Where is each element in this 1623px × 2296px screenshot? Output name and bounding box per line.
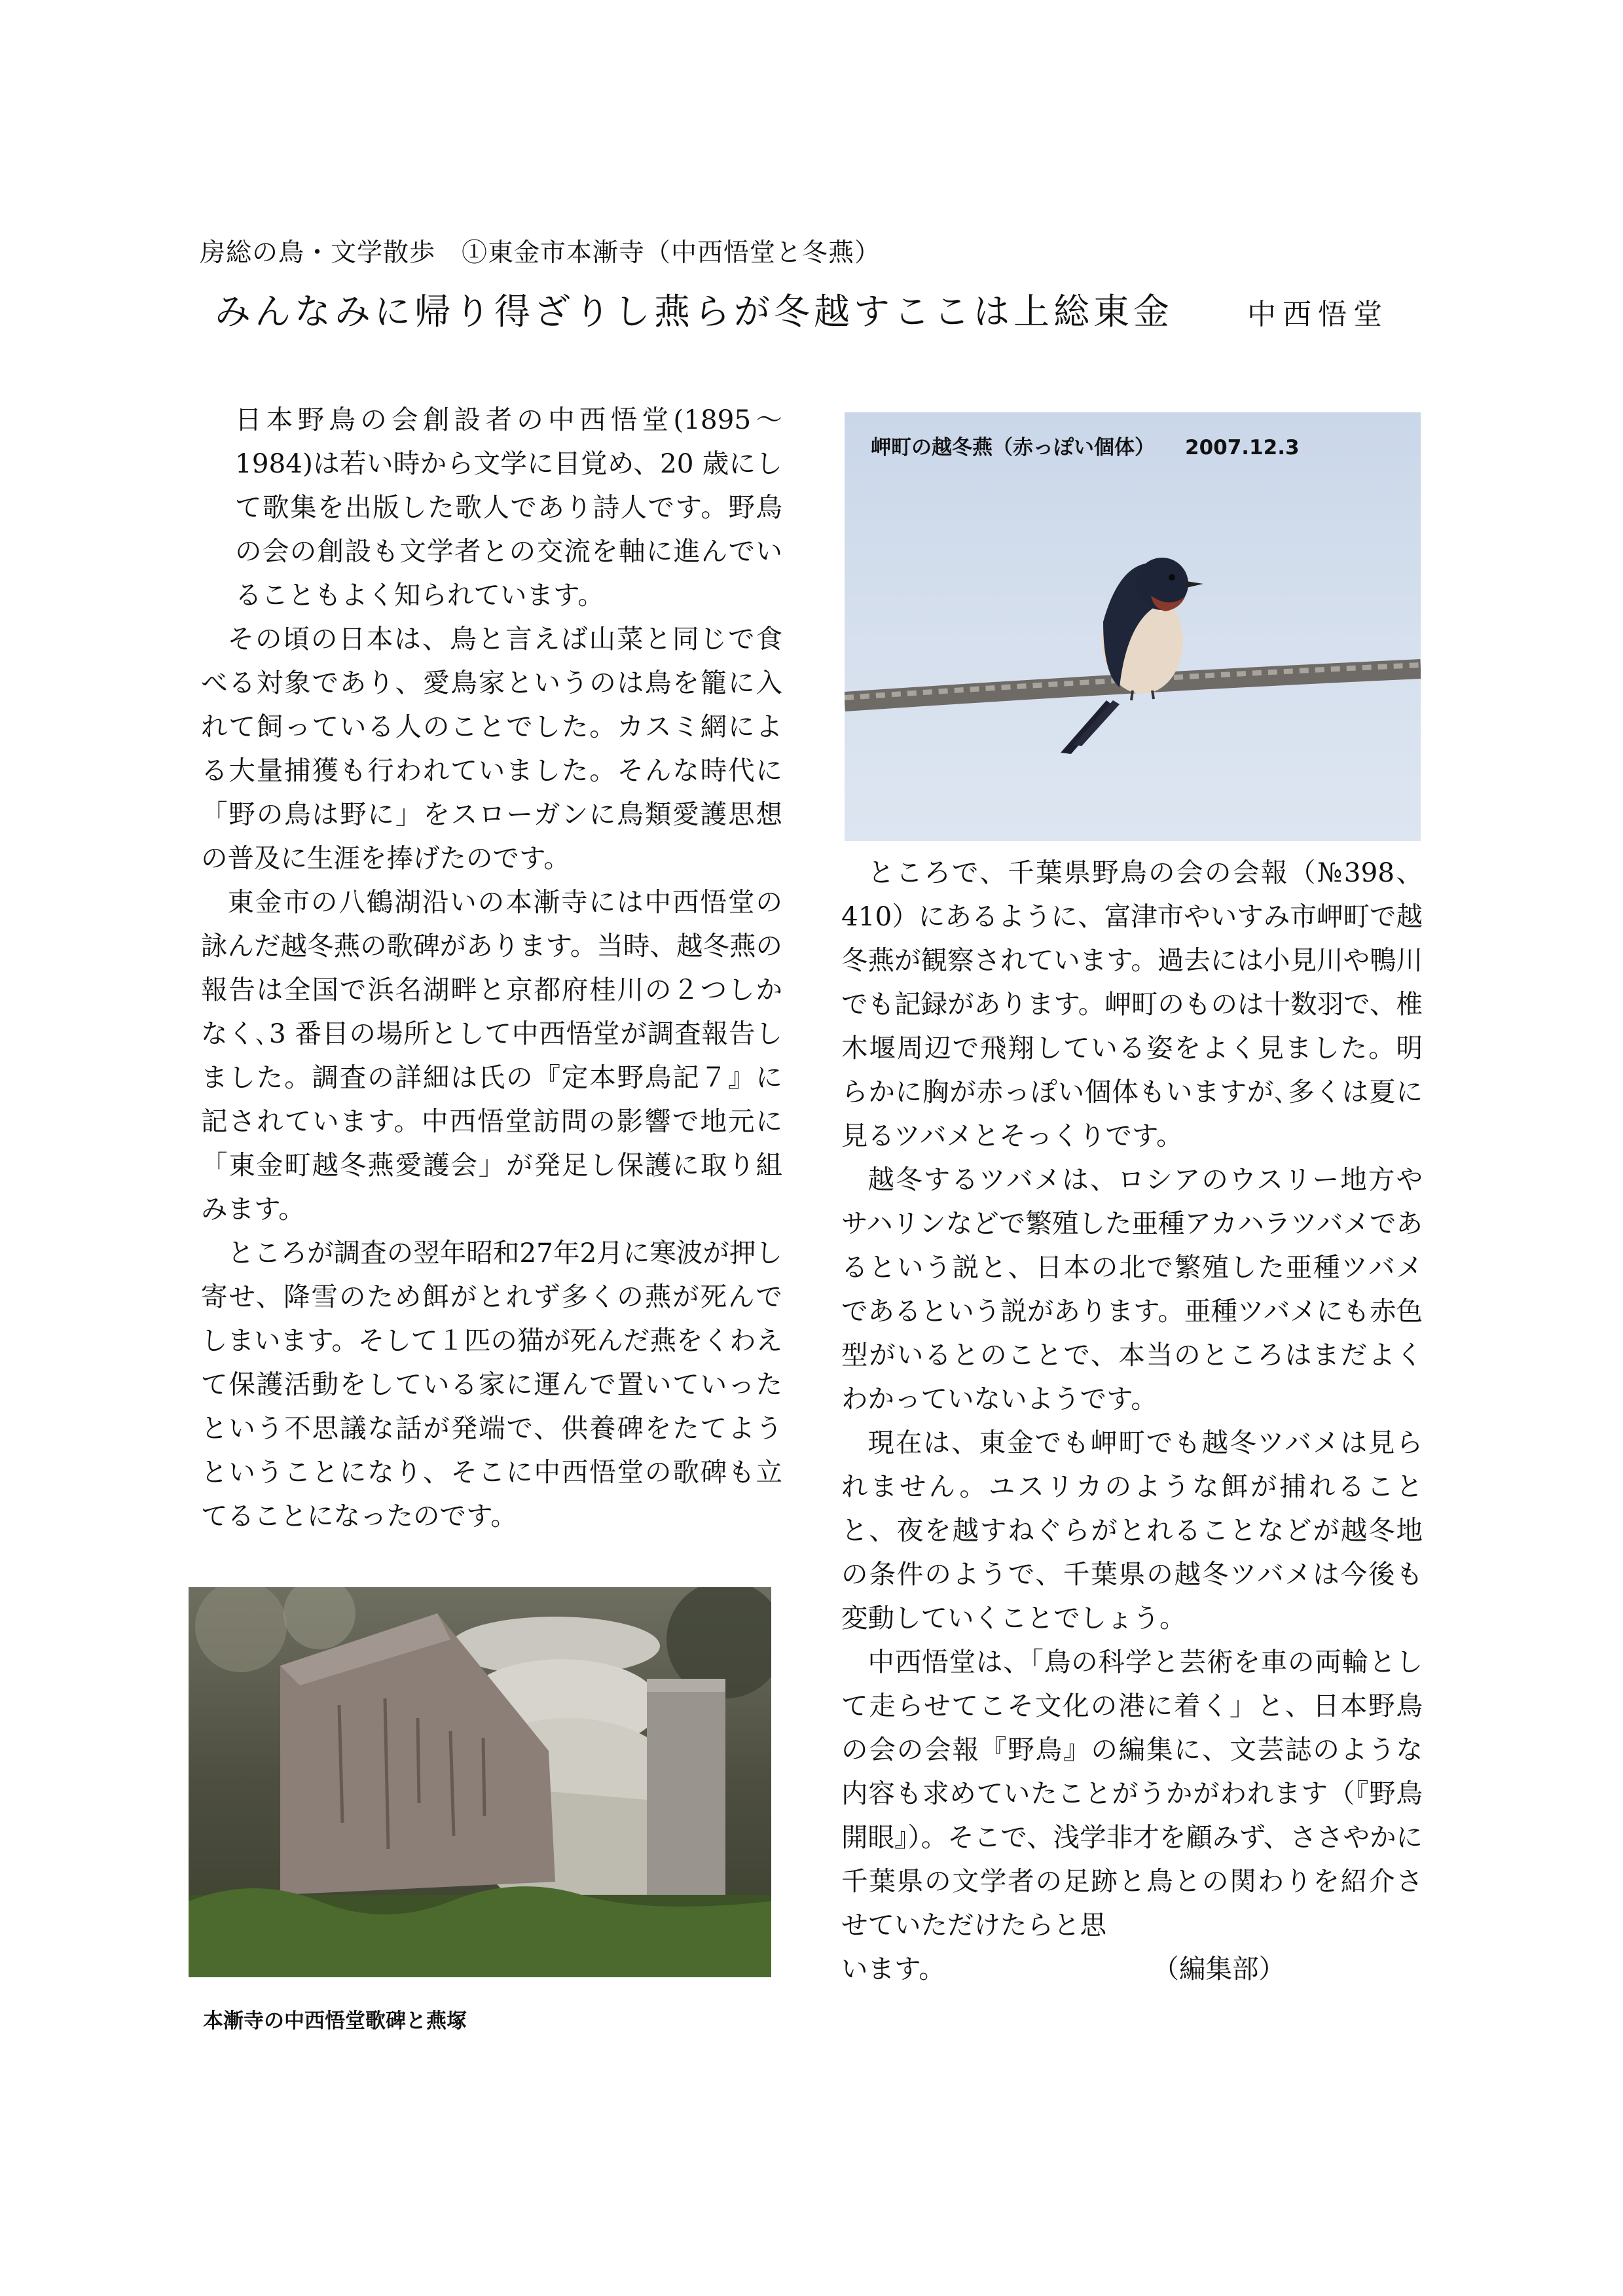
swallow-illustration bbox=[845, 412, 1421, 841]
poem-author: 中西悟堂 bbox=[1247, 298, 1389, 331]
paragraph: ところで、千葉県野鳥の会の会報（№398、410）にあるように、富津市やいすみ市岬町で越冬燕が観察されています。過去には小見川や鴨川でも記録があります。岬町のものは十数羽で、椎木堰周辺で飛翔している姿をよく見ました。明らかに胸が赤っぽい個体もいますが､多くは夏に見るツバメとそっくりです。 bbox=[841, 857, 1423, 1151]
right-text-column bbox=[841, 851, 1423, 1991]
paragraph: その頃の日本は、鳥と言えば山菜と同じで食べる対象であり、愛鳥家というのは鳥を籠に入れて飼っている人のことでした。カスミ網による大量捕獲も行われていました。そんな時代に「野の鳥は野に」をスローガンに鳥類愛護思想の普及に生涯を捧げたのです。 bbox=[201, 623, 782, 874]
stone-monument-photo bbox=[189, 1587, 771, 1977]
paragraph: 現在は、東金でも岬町でも越冬ツバメは見られません。ユスリカのような餌が捕れることと、夜を越すねぐらがとれることなどが越冬地の条件のようで、千葉県の越冬ツバメは今後も変動していくことでしょう。 bbox=[841, 1427, 1423, 1634]
paragraph: 東金市の八鶴湖沿いの本漸寺には中西悟堂の詠んだ越冬燕の歌碑があります。当時、越冬燕の報告は全国で浜名湖畔と京都府桂川の２つしかなく､3 番目の場所として中西悟堂が調査報告しました。調査の詳細は氏の『定本野鳥記７』に記されています。中西悟堂訪問の影響で地元に「東金町越冬燕愛護会」が発足し保護に取り組みます。 bbox=[201, 886, 782, 1225]
paragraph: ところが調査の翌年昭和27年2月に寒波が押し寄せ、降雪のため餌がとれず多くの燕が死んでしまいます。そして１匹の猫が死んだ燕をくわえて保護活動をしている家に運んで置いていったという不思議な話が発端で、供養碑をたてようということになり、そこに中西悟堂の歌碑も立てることになったのです。 bbox=[201, 1237, 782, 1532]
poem-headline: みんなみに帰り得ざりし燕らが冬越すここは上総東金 bbox=[215, 291, 1174, 332]
swallow-caption-text: 岬町の越冬燕（赤っぽい個体） bbox=[871, 436, 1155, 459]
paragraph: 中西悟堂は、「鳥の科学と芸術を車の両輪として走らせてこそ文化の港に着く」と、日本野鳥の会の会報『野鳥』の編集に、文芸誌のような内容も求めていたことがうかがわれます（『野鳥開眼』）。そこで、浅学非才を顧みず、ささやかに千葉県の文学者の足跡と鳥との関わりを紹介させていただけたらと思 bbox=[841, 1646, 1423, 1941]
editorial-credit: （編集部） bbox=[1152, 1953, 1285, 1984]
paragraph: 日本野鳥の会創設者の中西悟堂(1895～1984)は若い時から文学に目覚め、20 歳にして歌集を出版した歌人であり詩人です。野鳥の会の創設も文学者との交流を軸に進んでいることもよく知られています。 bbox=[235, 404, 782, 611]
article-subtitle: 房総の鳥・文学散歩 ①東金市本漸寺（中西悟堂と冬燕） bbox=[200, 238, 881, 268]
left-text-column bbox=[201, 398, 782, 1538]
stone-photo-caption: 本漸寺の中西悟堂歌碑と燕塚 bbox=[203, 2009, 467, 2033]
closing-text: います。 bbox=[841, 1953, 945, 1984]
stone-monument-illustration bbox=[189, 1587, 771, 1977]
swallow-photo-date: 2007.12.3 bbox=[1185, 436, 1300, 459]
swallow-photo bbox=[845, 412, 1421, 841]
paragraph: 越冬するツバメは、ロシアのウスリー地方やサハリンなどで繁殖した亜種アカハラツバメであるという説と、日本の北で繁殖した亜種ツバメであるという説があります。亜種ツバメにも赤色型がいるとのことで、本当のところはまだよくわかっていないようです。 bbox=[841, 1164, 1423, 1414]
closing-line bbox=[841, 1947, 1423, 1991]
